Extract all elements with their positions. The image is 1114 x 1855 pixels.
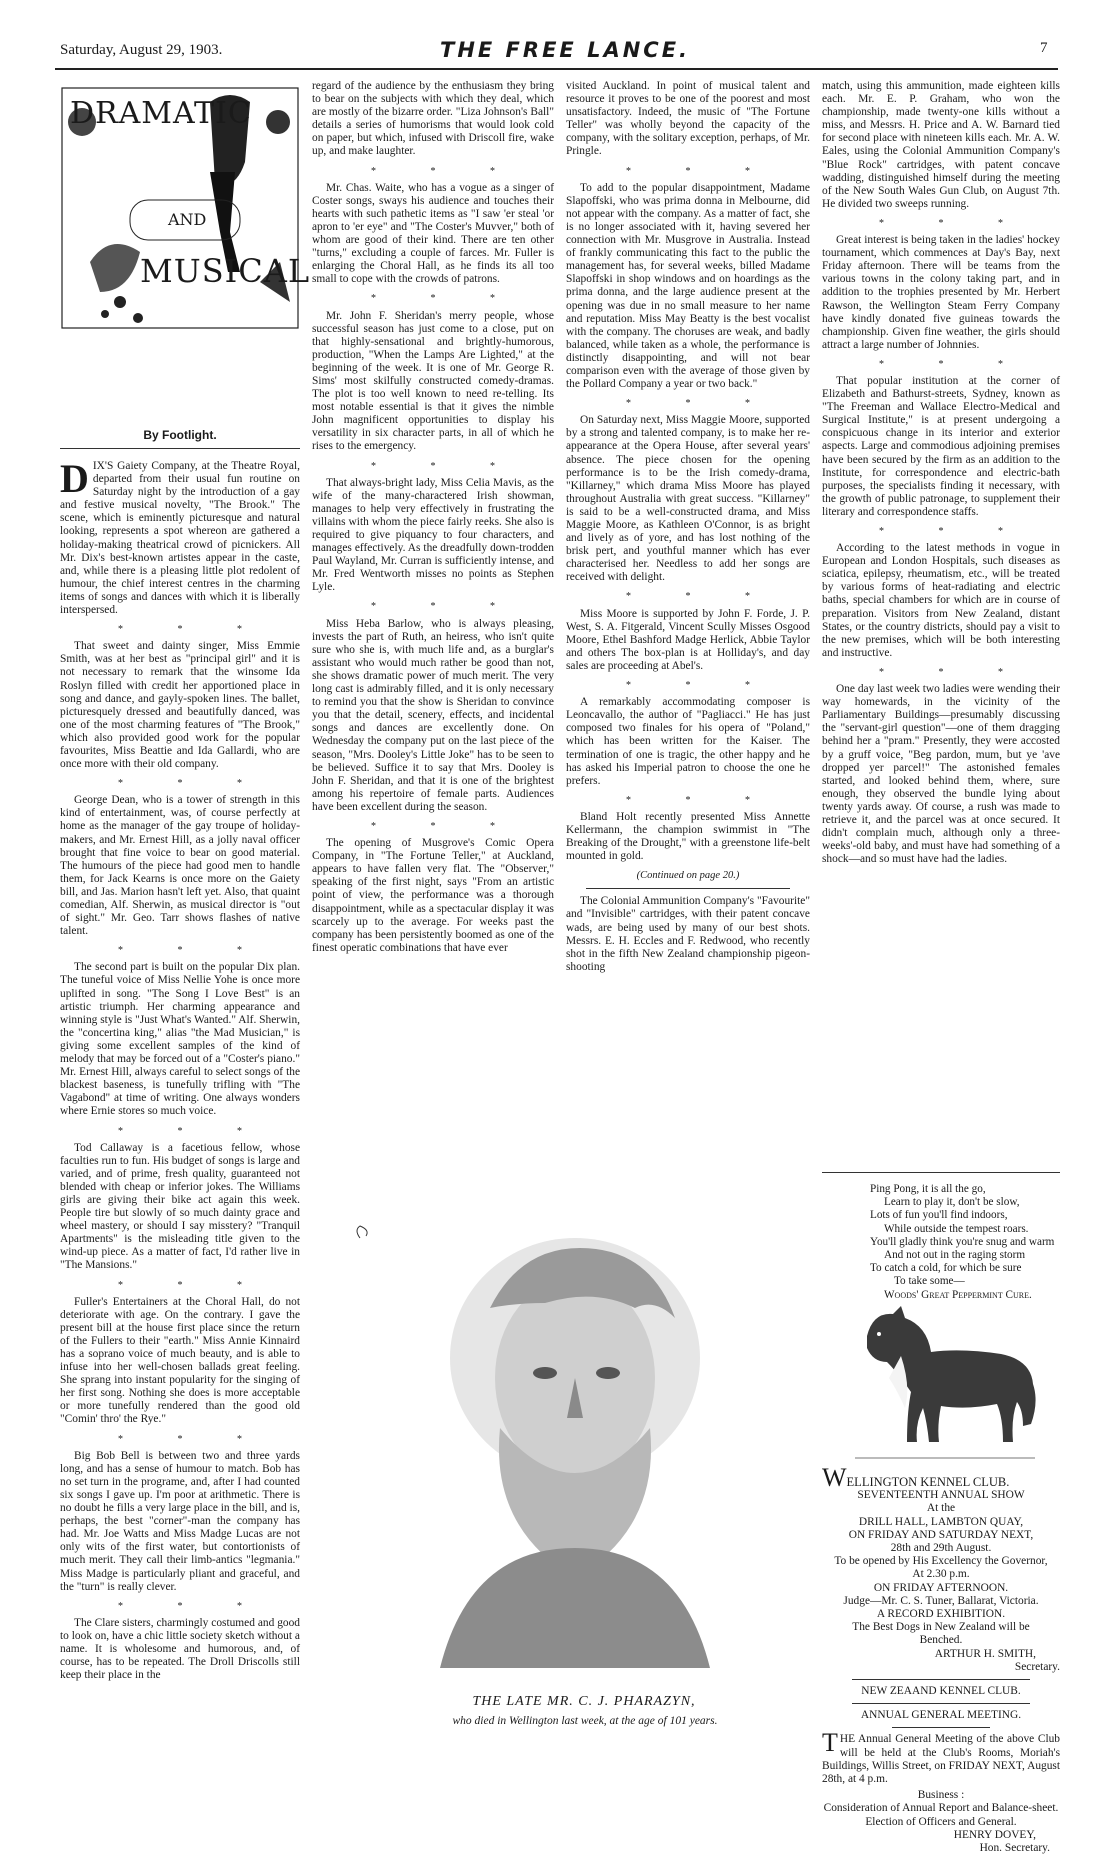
page-number: 7	[1040, 40, 1048, 56]
paragraph: One day last week two ladies were wending their way homewards, in the vicinity of the Parliamentary Buildings—presumably discussing the "servant-girl question"—one of them dragging behind her a "pram." Presently, they were accosted by a gruff voice, "Beg pardon, mum, but ye 'ave dropped yer parcel!" The astonished females started, and looked behind them, where, sure enough, they observed the bundle lying about twenty yards away. Of course, a rush was made to retrieve it, and the parcel was at once secured. It didn't complain much, although only a three-weeks'-old baby, and must have had something of a shock—and so must have had the ladies.	[822, 683, 1060, 866]
ad-line: DRILL HALL, LAMBTON QUAY,	[858, 1515, 1024, 1528]
asterism: * * *	[118, 624, 268, 636]
nz-kennel-subtitle: ANNUAL GENERAL MEETING.	[860, 1709, 1022, 1722]
paragraph: Mr. John F. Sheridan's merry people, whose successful season has just come to a close, put on that highly-sensational and brightly-humorous, production, "When the Lamps Are Lighted," at the beginning of the week. It is one of Mr. George R. Sims' most skilfully constructed comedy-dramas. The plot is too well known to need re-telling. Its most notable essential is that it gives the nimble John magnificent opportunities to display his versatility in six character parts, in all of which he rises to the emergency.	[312, 309, 554, 453]
paragraph: Big Bob Bell is between two and three yards long, and has a sense of humour to match. Bob has no set turn in the programe, and, after I had counted six songs I gave up. I'm poor at arithmetic. There is no doubt he fills a very large place in the bill, and is, perhaps, the best "corner"-man the company has had. Mr. Joe Watts and Miss Madge Lucas are not only wits of the first water, but contortionists of much merit. They call their limb-antics "legmania." Miss Madge is particularly pliant and graceful, and the "turn" is really clever.	[60, 1449, 300, 1593]
ad-signature-title: Secretary.	[1014, 1660, 1060, 1673]
ad-signature-title: Hon. Secretary.	[979, 1842, 1050, 1855]
ad-line: At 2.30 p.m.	[912, 1568, 970, 1581]
drop-cap: T	[822, 1728, 838, 1758]
masthead-title: THE FREE LANCE.	[440, 38, 691, 62]
ad-line: Judge—Mr. C. S. Tuner, Ballarat, Victoria.	[843, 1594, 1039, 1607]
poem-signature: Woods' Great Peppermint Cure.	[884, 1288, 1032, 1301]
portrait-caption: THE LATE MR. C. J. PHARAZYN,	[472, 1694, 696, 1709]
portrait-subcaption: who died in Wellington last week, at the age of 101 years.	[452, 1715, 718, 1727]
paragraph: Miss Heba Barlow, who is always pleasing, invests the part of Ruth, an heiress, who isn't quite sure who she is, with much life and, as a burglar's assistant who would much rather be good than not, she shows dramatic power of much merit. The very long cast is admirably filled, and it is only necessary to remind you that the show is Sheridan to convince you that the detail, scenery, effects, and incidental songs and dances are excellently done. On Wednesday the company put on the last piece of the season, "Mrs. Dooley's Little Joke" has to be seen to be believed. Suffice it to say that Mrs. Dooley is John F. Sheridan, and that it is one of the brightest among his repertoire of female parts. Audiences have been excellent during the season.	[312, 617, 554, 813]
asterism: * * *	[879, 666, 1029, 678]
ad-title-text: ELLINGTON KENNEL CLUB.	[846, 1475, 1010, 1489]
portrait-photo	[340, 1198, 810, 1678]
ad-line: 28th and 29th August.	[890, 1542, 992, 1555]
ad-signature: ARTHUR H. SMITH,	[934, 1647, 1036, 1660]
poem-line: Learn to play it, don't be slow,	[884, 1196, 1020, 1209]
paragraph: That sweet and dainty singer, Miss Emmie Smith, was at her best as "principal girl" and it is not necessary to remark that the winsome Ida Roslyn filled with credit her apportioned place in song and dance, and gayly-spoken lines. The ballet, picturesquely dressed and beautifully danced, was one of the most charming features of "The Brook," which also provided good work for the popular favourites, Miss Beattie and Ida Gallardi, who are once more with their old company.	[60, 640, 300, 771]
asterism: * * *	[118, 1279, 268, 1291]
column-3	[566, 80, 810, 980]
byline-rule	[60, 448, 300, 449]
paragraph: To add to the popular disappointment, Madame Slapoffski, who was prima donna in Melbourne, did not appear with the company. As a matter of fact, she is no longer associated with it, having severed her connection with Mr. Musgrove in Australia. Instead of frankly communicating this fact to the public the management has, for several weeks, billed Madame Slapoffski in shop windows and on hoardings as the prima donna, and the large audience present at the opening was due in no small measure to her name and reputation. Miss May Beatty is the best vocalist with the company. The choruses are weak, and badly balanced, while taken as a whole, the performance is distinctly disappointing, and will not bear comparison even with the average of those given by the Pollard Company a year or two back."	[566, 181, 810, 391]
ad-signature: HENRY DOVEY,	[953, 1828, 1036, 1841]
paragraph: On Saturday next, Miss Maggie Moore, supported by a strong and talented company, is to make her re-appearance at the Opera House, after several years' absence. The piece chosen for the opening performance is to be the Irish comedy-drama, "Killarney," which drama Miss Moore has played throughout Australia with great success. "Killarney" is said to be a well-constructed drama, and Miss Maggie Moore, as Kathleen O'Connor, is as bright and lively as of yore, and has lost nothing of the brisk pert, and youthful manner which has ever characterised her. Needless to add her songs are received with delight.	[566, 414, 810, 584]
dog-icon	[845, 1298, 1045, 1463]
nz-kennel-body	[822, 1728, 1060, 1786]
byline: By Footlight.	[143, 428, 217, 442]
paragraph	[60, 456, 300, 617]
paragraph: visited Auckland. In point of musical talent and resource it proves to be one of the poorest and most unsatisfactory. Indeed, the music of "The Fortune Teller" was wholly beyond the capacity of the company, with the solitary exception, perhaps, of Mr. Pringle.	[566, 80, 810, 158]
paragraph: Mr. Chas. Waite, who has a vogue as a singer of Coster songs, sways his audience and touches their hearts with such pathetic items as "I saw 'er steal 'or apron to 'er eye" and "The Coster's Muvver," both of whom are good of their kind. There are ten other "turns," excluding a couple of farces. Mr. Fuller is enlarging the Choral Hall, as he finds its all too small to cope with the crowds of patrons.	[312, 181, 554, 286]
asterism: * * *	[118, 1125, 268, 1137]
paragraph: A remarkably accommodating composer is Leoncavallo, the author of "Pagliacci." He has just composed two finales for his opera of "Poland," which has been written for the Kaiser. The termination of one is tragic, the other happy and he has asked his Imperial patron to choose the one he prefers.	[566, 696, 810, 787]
banner-word-dramatic: DRAMATIC	[70, 96, 252, 131]
ad-line: Election of Officers and General.	[865, 1815, 1017, 1828]
ad-line: The Best Dogs in New Zealand will be	[852, 1621, 1030, 1634]
asterism: * * *	[879, 526, 1029, 537]
asterism: * * *	[118, 945, 268, 957]
paragraph: The opening of Musgrove's Comic Opera Company, in "The Fortune Teller," at Auckland, appears to have fallen very flat. The "Observer," speaking of the first night, says "From an artistic point of view, the performance was a thorough disappointment, while as a spectacular display it was scarcely up to the average. For weeks past the company has been persistently boomed as one of the finest operatic combinations that have ever	[312, 837, 554, 954]
poem-line: Ping Pong, it is all the go,	[870, 1183, 986, 1195]
ad-line: At the	[926, 1502, 956, 1515]
paragraph: regard of the audience by the enthusiasm they bring to bear on the subjects with which they deal, which are mostly of the bizarre order. "Liza Johnson's Ball" details a series of humorisms that would look cold on paper, but which, infused with Driscoll fire, wake up, and make laughter.	[312, 80, 554, 158]
asterism: * * *	[118, 1433, 268, 1445]
poem-line: Lots of fun you'll find indoors,	[870, 1209, 1008, 1222]
asterism: * * *	[626, 591, 776, 603]
drop-cap: W	[822, 1463, 847, 1492]
asterism: * * *	[371, 820, 521, 832]
drop-cap: D	[60, 456, 89, 501]
ad-line: Business :	[917, 1789, 965, 1802]
paragraph: Fuller's Entertainers at the Choral Hall, do not deteriorate with age. On the contrary. I gave the present bill at the house first place since the return of the Fullers to their "earth." Miss Annie Kinnaird has a soprano voice of much beauty, and is able to infuse into her well-chosen ballads great feeling. She sprang into instant popularity for the singing of her first song. Nothing she does is more acceptable or more tunefully rendered than the good old "Comin' thro' the Rye."	[60, 1295, 300, 1426]
ad-line: Consideration of Annual Report and Balance-sheet.	[823, 1802, 1059, 1815]
banner-illustration	[60, 82, 300, 412]
ad-line: ON FRIDAY AFTERNOON.	[873, 1581, 1009, 1594]
asterism: * * *	[879, 358, 1029, 370]
wellington-kennel-club-ad	[822, 1463, 1060, 1855]
paragraph: match, using this ammunition, made eighteen kills each. Mr. E. P. Graham, who won the championship, made twenty-one kills without a miss, and Messrs. H. Price and A. W. Barnard tied for second place with nineteen kills each. Mr. A. W. Eales, using the Colonial Ammunition Company's "Blue Rock" cartridges, with patent concave wadding, distinguished himself during the meeting of the New South Wales Gun Club, on August 7th. He divided two sweeps running.	[822, 80, 1060, 210]
poem-line: To catch a cold, for which be sure	[870, 1262, 1022, 1275]
continued-note: (Continued on page 20.)	[636, 870, 740, 882]
dramatic-musical-banner	[60, 82, 311, 412]
paragraph: That always-bright lady, Miss Celia Mavis, as the wife of the many-charactered Irish showman, manages to help very effectively in frustrating the villains with whom the piece fairly reeks. She also is required to give piquancy to four characters, and manages effectively. As the dreadfully down-trodden Paul Wayland, Mr. Curran is sufficiently intense, and Mr. Fred Wentworth misses no points as Stephen Lyle.	[312, 476, 554, 594]
header-rule	[55, 68, 1058, 70]
paragraph: The Colonial Ammunition Company's "Favourite" and "Invisible" cartridges, with their patent concave wads, are being used by many of our best shots. Messrs. E. H. Eccles and F. Redwood, who recently shot in the fifth New Zealand championship pigeon-shooting	[566, 895, 810, 973]
divider	[586, 888, 790, 889]
ad-title	[822, 1463, 1060, 1492]
poem-line: While outside the tempest roars.	[884, 1222, 1029, 1235]
poem-line: And not out in the raging storm	[884, 1249, 1026, 1262]
asterism: * * *	[371, 460, 521, 472]
asterism: * * *	[626, 794, 776, 806]
divider	[852, 1703, 1030, 1704]
asterism: * * *	[371, 601, 521, 613]
paragraph: Bland Holt recently presented Miss Annette Kellermann, the champion swimmist in "The Breaking of the Drought," with a greenstone life-belt mounted in gold.	[566, 810, 810, 863]
divider	[852, 1679, 1030, 1680]
column-4	[822, 80, 1060, 872]
nz-kennel-body-text: HE Annual General Meeting of the above Club will be held at the Club's Rooms, Moriah's Buildings, Willis Street, on FRIDAY NEXT, August 28th, at 4 p.m.	[822, 1733, 1060, 1786]
issue-date: Saturday, August 29, 1903.	[60, 42, 223, 58]
portrait-image	[340, 1198, 810, 1678]
column-4-rule	[822, 1172, 1060, 1173]
paragraph: The Clare sisters, charmingly costumed and good to look on, have a chic little society sketch without a name. It is wholesome and humorous, and, of course, has to be repeated. The Droll Driscolls still keep their place in the	[60, 1616, 300, 1682]
nz-kennel-title: NEW ZEAAND KENNEL CLUB.	[861, 1685, 1021, 1698]
ad-line: Benched.	[919, 1634, 963, 1647]
asterism: * * *	[626, 680, 776, 692]
divider	[892, 1727, 990, 1728]
poem-line: To take some—	[894, 1275, 965, 1288]
banner-word-musical: MUSICAL	[140, 252, 311, 290]
asterism: * * *	[626, 165, 776, 177]
ad-line: To be opened by His Excellency the Governor,	[834, 1555, 1048, 1568]
asterism: * * *	[879, 217, 1029, 229]
paragraph: The second part is built on the popular Dix plan. The tuneful voice of Miss Nellie Yohe is once more uplifted in song. "The Song I Love Best" is an artistic triumph. Her charming appearance and winning style is "Just What's Wanted." Alf. Sherwin, the "concertina king," alias "the Mad Musician," is giving some excellent samples of the kind of melody that may be forced out of a "Coster's piano." Mr. Ernest Hill, always careful to select songs of the blackest baseness, is tunefully trifling with "The Vagabond" at time of writing. One always wonders where Ernie stores so much voice.	[60, 961, 300, 1118]
poem-line: You'll gladly think you're snug and warm	[870, 1235, 1055, 1248]
ad-line: ON FRIDAY AND SATURDAY NEXT,	[848, 1528, 1034, 1541]
asterism: * * *	[371, 293, 521, 305]
ad-line: SEVENTEENTH ANNUAL SHOW	[857, 1489, 1025, 1502]
banner-word-and: AND	[168, 210, 207, 229]
peppermint-cure-ad	[870, 1183, 1070, 1302]
column-1	[60, 456, 300, 1688]
paragraph: Miss Moore is supported by John F. Forde, J. P. West, S. A. Fitgerald, Vincent Scully Misses Osgood Moore, Ethel Bashford Madge Herlick, Abbie Taylor and others The box-plan is at Holliday's, and day sales are proceeding at Abel's.	[566, 607, 810, 672]
collie-illustration	[845, 1298, 1045, 1463]
asterism: * * *	[371, 165, 521, 177]
paragraph: George Dean, who is a tower of strength in this kind of entertainment, was, of course perfectly at home as the manager of the gay troupe of holiday-makers, and Mr. Ernest Hill, as a jolly naval officer brought that fine voice to bear on good material. The humours of the piece had good men to handle them, for Jack Kearns is once more on the Gaiety bill, and Jas. Marion hasn't left yet. Also, that quaint comedian, Alf. Sherwin, as musical director is "out of sight." Mr. Geo. Tarr shows flashes of native talent.	[60, 794, 300, 938]
paragraph: According to the latest methods in vogue in European and London Hospitals, such diseases as sciatica, epilepsy, rheumatism, etc., will be treated by various forms of heat-radiating and electric baths, special chambers for which are in course of preparation. Visitors from New Zealand, distant States, or the country districts, should pay a visit to the new premises, which will be both interesting and instructive.	[822, 542, 1060, 659]
paragraph: Tod Callaway is a facetious fellow, whose faculties run to fun. His budget of songs is large and varied, and of prime, fresh quality, guaranteed not blended with cheap or inferior jokes. The Williams girls are giving their bike act again this week. People tire but slowly of so much dainty grace and wheel mastery, or should I say misstery? "Tranquil Apartments" is the misleading title given to the wind-up piece. As a matter of fact, I'd rather live in "The Mansions."	[60, 1141, 300, 1272]
ad-line: A RECORD EXHIBITION.	[876, 1608, 1006, 1621]
column-2	[312, 80, 554, 961]
asterism: * * *	[118, 778, 268, 790]
paragraph: Great interest is being taken in the ladies' hockey tournament, which commences at Day's Bay, next Friday afternoon. There will be teams from the various towns in the colony taking part, and in addition to the trophies presented by Mr. Herbert Rawson, the Wellington Steam Ferry Company have kindly donated five guineas towards the championship. Given fine weather, the girls should attract a large number of Johnnies.	[822, 234, 1060, 351]
paragraph: That popular institution at the corner of Elizabeth and Bathurst-streets, Sydney, known as "The Freeman and Wallace Electro-Medical and Surgical Institute," is at present undergoing a conspicuous change in its interior and exterior aspects. Large and commodious adjoining premises have been secured by the firm as an addition to the Institute, for correspondence and electric-bath purposes, the specialists finding it necessary, with the growth of public patronage, to supplement their literary and correspondence staffs.	[822, 374, 1060, 518]
paragraph-text: IX'S Gaiety Company, at the Theatre Royal, departed from their usual fun routine on Saturday night by the introduction of a gay and festive musical novelty, "The Brook." The scene, which is eminently picturesque and natural looking, represents a spot whereon are gathered a holiday-making theatrical crowd of picnickers. All Mr. Dix's best-known artistes appear in the caste, and, while there is a pleasing little plot redolent of humour, the chief interest centres in the charming items of songs and dances with which it is liberally interspersed.	[60, 460, 300, 617]
asterism: * * *	[626, 398, 776, 410]
asterism: * * *	[118, 1600, 268, 1612]
